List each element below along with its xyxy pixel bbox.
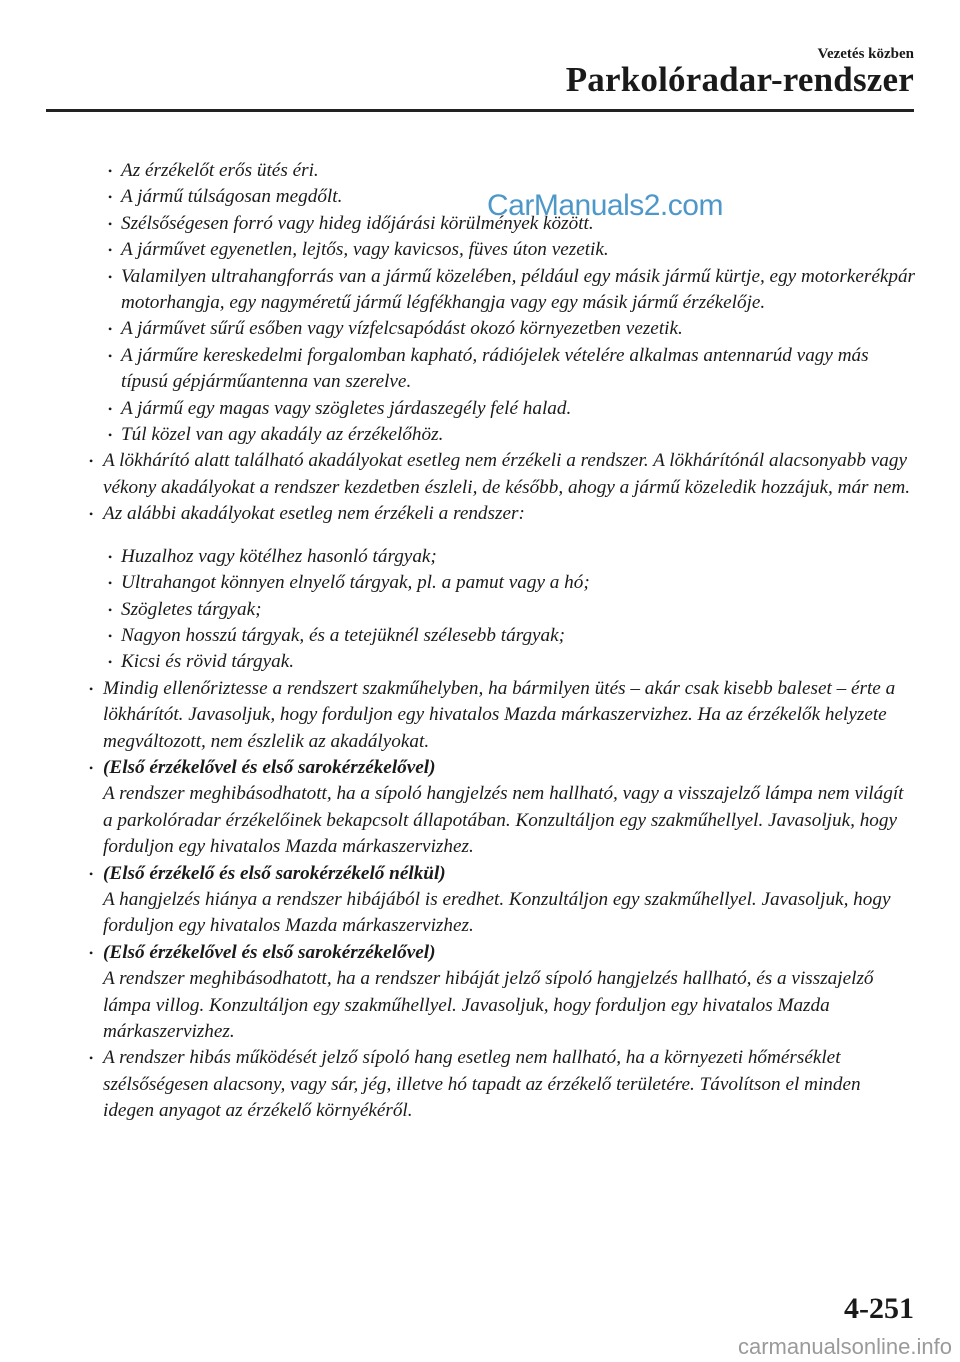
bullet-icon: • (89, 1051, 94, 1066)
body-content (0, 158, 960, 1125)
item-text: Mindig ellenőriztesse a rendszert szakműhelyben, ha bármilyen ütés – akár csak kisebb baleset – érte a lökhárítót. Javasoljuk, hogy forduljon egy hivatalos Mazda márkaszervizhez. Ha az érzékelők helyzete megváltozott, nem észlelik az akadályokat. (103, 677, 896, 752)
bullet-item (89, 448, 915, 501)
sub-bullet-item (108, 396, 917, 422)
watermark-logo-top: CarManuals2.com (487, 189, 723, 222)
item-text: A lökhárító alatt található akadályokat esetleg nem érzékeli a rendszer. A lökhárítónál alacsonyabb vagy vékony akadályokat a rendszer kezdetben észleli, de később, ahogy a jármű közeledik hozzájuk, már nem. (103, 450, 911, 498)
bullet-icon: • (108, 428, 113, 443)
sub-bullet-item (108, 237, 917, 263)
item-text: A jármű egy magas vagy szögletes járdaszegély felé halad. (121, 397, 572, 419)
item-text: A jármű túlságosan megdőlt. (121, 186, 343, 208)
item-text: A járművet egyenetlen, lejtős, vagy kavicsos, füves úton vezetik. (121, 239, 609, 261)
item-text: Szélsőségesen forró vagy hideg időjárási körülmények között. (121, 212, 594, 234)
item-heading: (Első érzékelő és első sarokérzékelő nélkül) (103, 862, 446, 884)
sub-bullet-item (108, 544, 917, 570)
sub-bullet-item (108, 158, 917, 184)
item-text: Túl közel van agy akadály az érzékelőhöz. (121, 424, 444, 446)
bullet-icon: • (108, 322, 113, 337)
bullet-icon: • (108, 190, 113, 205)
bullet-item (89, 861, 915, 940)
section-label: Vezetés közben (817, 46, 914, 62)
bullet-icon: • (108, 348, 113, 363)
header-divider (46, 109, 914, 112)
bullet-icon: • (108, 602, 113, 617)
item-text: Az alábbi akadályokat esetleg nem érzékeli a rendszer: (103, 503, 525, 525)
item-text: A rendszer hibás működését jelző sípoló hang esetleg nem hallható, ha a környezeti hőmérséklet szélsőségesen alacsony, vagy sár, jég, illetve hó tapadt az érzékelő területére. Távolítson el minden idegen anyagot az érzékelő környékéről. (103, 1047, 861, 1122)
bullet-item (89, 1045, 915, 1124)
bullet-icon: • (89, 507, 94, 522)
bullet-item (89, 501, 915, 527)
bullet-icon: • (108, 549, 113, 564)
item-text: A hangjelzés hiánya a rendszer hibájából is eredhet. Konzultáljon egy szakműhellyel. Javasoljuk, hogy forduljon egy hivatalos Mazda márkaszervizhez. (103, 888, 891, 937)
sub-bullet-item (108, 211, 917, 237)
sub-bullet-item (108, 264, 917, 317)
item-text: A rendszer meghibásodhatott, ha a rendszer hibáját jelző sípoló hangjelzés hallható, és a visszajelző lámpa villog. Konzultáljon egy szakműhellyel. Javasoljuk, hogy forduljon egy hivatalos Mazda márkaszervizhez. (103, 968, 874, 1042)
item-heading: (Első érzékelővel és első sarokérzékelővel) (103, 941, 436, 963)
bullet-icon: • (89, 760, 94, 775)
sub-bullet-item (108, 649, 917, 675)
spacer (0, 528, 960, 544)
bullet-icon: • (108, 269, 113, 284)
bullet-icon: • (108, 655, 113, 670)
sub-bullet-item (108, 623, 917, 649)
bullet-icon: • (89, 945, 94, 960)
bullet-icon: • (108, 243, 113, 258)
bullet-icon: • (89, 454, 94, 469)
item-text: Valamilyen ultrahangforrás van a jármű közelében, például egy másik jármű kürtje, egy motorkerékpár motorhangja, egy nagyméretű jármű légfékhangja vagy egy másik jármű érzékelője. (121, 265, 916, 314)
page-title: Parkolóradar-rendszer (565, 60, 914, 99)
item-text: Huzalhoz vagy kötélhez hasonló tárgyak; (121, 545, 437, 567)
item-heading: (Első érzékelővel és első sarokérzékelővel) (103, 756, 436, 778)
bullet-item (89, 755, 915, 861)
item-text: A járműre kereskedelmi forgalomban kapható, rádiójelek vételére alkalmas antennarúd vagy más típusú gépjárműantenna van szerelve. (121, 344, 869, 393)
item-text: Nagyon hosszú tárgyak, és a tetejüknél szélesebb tárgyak; (121, 624, 566, 646)
bullet-icon: • (108, 401, 113, 416)
watermark-footer: carmanualsonline.info (737, 1334, 952, 1359)
sub-bullet-item (108, 422, 917, 448)
item-text: Kicsi és rövid tárgyak. (121, 651, 295, 673)
item-text: A járművet sűrű esőben vagy vízfelcsapódást okozó környezetben vezetik. (121, 318, 683, 340)
page-number: 4-251 (844, 1292, 914, 1325)
sub-bullet-item (108, 597, 917, 623)
sub-bullet-item (108, 343, 917, 396)
sub-bullet-item (108, 316, 917, 342)
sub-bullet-item (108, 570, 917, 596)
bullet-icon: • (89, 681, 94, 696)
bullet-icon: • (108, 628, 113, 643)
sub-bullet-item (108, 184, 917, 210)
bullet-item (89, 940, 915, 1046)
bullet-icon: • (108, 576, 113, 591)
item-text: Az érzékelőt erős ütés éri. (121, 160, 319, 181)
item-text: Ultrahangot könnyen elnyelő tárgyak, pl. a pamut vagy a hó; (121, 572, 590, 594)
bullet-icon: • (108, 216, 113, 231)
item-text: Szögletes tárgyak; (121, 598, 262, 620)
bullet-icon: • (108, 164, 113, 178)
bullet-item (89, 676, 915, 755)
bullet-icon: • (89, 866, 94, 881)
item-text: A rendszer meghibásodhatott, ha a sípoló hangjelzés nem hallható, vagy a visszajelző lámpa nem világít a parkolóradar érzékelőinek bekapcsolt állapotában. Konzultáljon egy szakműhellyel. Javasoljuk, hogy forduljon egy hivatalos Mazda márkaszervizhez. (103, 783, 904, 858)
